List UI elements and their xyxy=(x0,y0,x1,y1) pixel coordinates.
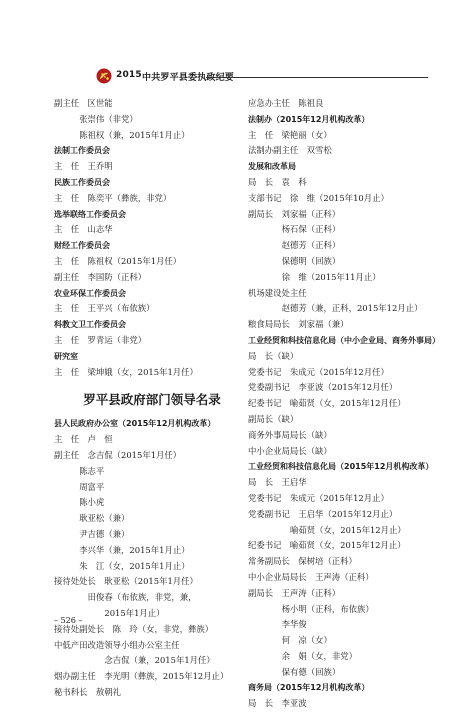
entry-line: 局 长 李亚波 xyxy=(248,698,307,709)
entry-line: 张崇伟（非党） xyxy=(79,113,138,124)
entry-line: 杨石保（正科） xyxy=(281,224,341,235)
entry-line: 念吉侃（兼，2015年1月任） xyxy=(104,655,215,666)
entry-line: 主 任 陈祖权（2015年1月任） xyxy=(54,255,182,266)
entry-line: 2015年1月止） xyxy=(104,607,165,618)
entry-line: 局 长 袁 科 xyxy=(248,176,307,187)
entry-line: 法制办副主任 双雪松 xyxy=(248,145,332,156)
party-emblem-icon xyxy=(96,68,112,84)
entry-line: 副主任 念吉侃（2015年1月任） xyxy=(54,449,182,460)
entry-line: 保有德（回族） xyxy=(281,666,341,677)
entry-line: 保德明（回族） xyxy=(281,255,341,266)
entry-line: 主 任 陈奕平（彝族，非党） xyxy=(54,192,172,203)
entry-line: 杨小明（正科，布依族） xyxy=(281,603,374,614)
entry-line: 应急办主任 陈祖良 xyxy=(248,98,324,108)
entry-line: 朱 江（女，2015年1月止） xyxy=(79,560,190,571)
entry-line: 尹吉德（兼） xyxy=(79,528,130,539)
entry-line: 纪委书记 喻茹贤（女，2015年12月任） xyxy=(248,398,406,409)
section-heading: 选举联络工作委员会 xyxy=(54,209,126,219)
entry-line: 赵德芳（兼，正科，2015年12月止） xyxy=(281,303,423,314)
entry-line: 陈小虎 xyxy=(79,497,105,508)
section-heading: 发展和改革局 xyxy=(248,162,296,172)
entry-line: 中小企业局局长（缺） xyxy=(248,445,332,456)
section-heading: 法制工作委员会 xyxy=(54,146,110,156)
entry-line: 主 任 罗青运（非党） xyxy=(54,334,147,345)
entry-line: 副主任 区世能 xyxy=(54,98,113,108)
entry-line: 喻茹贤（女，2015年12月止） xyxy=(290,524,406,535)
entry-line: 常务副局长 保树培（正科） xyxy=(248,556,357,567)
left-column xyxy=(54,96,250,701)
page-number: – 526 – xyxy=(54,616,83,625)
entry-line: 主 任 山志华 xyxy=(54,224,113,235)
entry-line: 党委书记 朱成元（2015年12月止） xyxy=(248,492,389,503)
entry-line: 接待处处长 耿亚松（2015年1月任） xyxy=(54,576,198,587)
entry-line: 周富平 xyxy=(79,481,105,492)
right-column xyxy=(248,96,458,712)
section-heading: 科教文卫工作委员会 xyxy=(54,320,126,330)
page-header xyxy=(0,64,471,88)
entry-line: 接待处副处长 陈 玲（女，非党，彝族） xyxy=(54,623,214,634)
section-heading: 工业经贸和科技信息化局（2015年12月机构改革） xyxy=(248,462,434,472)
entry-line: 主 任 王平兴（布依族） xyxy=(54,303,155,314)
section-heading: 商务局（2015年12月机构改革） xyxy=(248,683,370,693)
section-heading: 县人民政府办公室（2015年12月机构改革） xyxy=(54,419,216,429)
entry-line: 副局长 王声涛（正科） xyxy=(248,587,341,598)
entry-line: 机场建设处主任 xyxy=(248,287,307,298)
chapter-heading: 罗平县政府部门领导名录 xyxy=(83,392,221,408)
entry-line: 余 娟（女，非党） xyxy=(281,650,357,661)
section-heading: 研究室 xyxy=(54,351,78,361)
entry-line: 李兴华（兼，2015年1月止） xyxy=(79,544,190,555)
entry-line: 主 任 梁坤娥（女，2015年1月任） xyxy=(54,366,198,377)
entry-line: 耿亚松（兼） xyxy=(79,513,130,524)
entry-line: 粮食局局长 刘家福（兼） xyxy=(248,319,349,330)
entry-line: 支部书记 徐 维（2015年10月止） xyxy=(248,192,389,203)
entry-line: 商务外事局局长（缺） xyxy=(248,429,332,440)
entry-line: 中低产田改造领导小组办公室主任 xyxy=(54,639,180,650)
entry-line: 副局长 刘家福（正科） xyxy=(248,208,341,219)
entry-line: 何 凉（女） xyxy=(281,635,332,646)
entry-line: 赵德芳（正科） xyxy=(281,240,341,251)
entry-line: 纪委书记 喻茹贤（女，2015年12月止） xyxy=(248,540,406,551)
entry-line: 李华俊 xyxy=(281,619,307,630)
section-heading: 工业经贸和科技信息化局（中小企业局、商务外事局） xyxy=(248,335,440,345)
entry-line: 副局长（缺） xyxy=(248,413,299,424)
header-year: 2015 xyxy=(116,70,142,80)
section-heading: 法制办（2015年12月机构改革） xyxy=(248,114,370,124)
entry-line: 主 任 卢 恒 xyxy=(54,434,113,445)
entry-line: 陈志平 xyxy=(79,465,105,476)
entry-line: 党委副书记 李亚波（2015年12月任） xyxy=(248,382,398,393)
section-heading: 农业环保工作委员会 xyxy=(54,288,126,298)
entry-line: 局 长（缺） xyxy=(248,350,299,361)
entry-line: 副主任 李国防（正科） xyxy=(54,271,147,282)
entry-line: 党委书记 朱成元（2015年12月任） xyxy=(248,366,389,377)
section-heading: 民族工作委员会 xyxy=(54,177,110,187)
entry-line: 主 任 梁艳丽（女） xyxy=(248,129,332,140)
entry-line: 秘书科长 敖朝礼 xyxy=(54,686,121,697)
entry-line: 徐 维（2015年11月止） xyxy=(281,271,381,282)
entry-line: 中小企业局局长 王声涛（正科） xyxy=(248,571,374,582)
entry-line: 党委副书记 王启华（2015年12月止） xyxy=(248,508,398,519)
entry-line: 局 长 王启华 xyxy=(248,477,307,488)
entry-line: 主 任 王乔明 xyxy=(54,161,113,172)
entry-line: 陈祖权（兼，2015年1月止） xyxy=(79,129,190,140)
header-title: 中共罗平县委执政纪要 xyxy=(142,73,235,83)
section-heading: 财经工作委员会 xyxy=(54,241,110,251)
entry-line: 烟办副主任 李光明（彝族，2015年12月止） xyxy=(54,671,229,682)
header-rule xyxy=(206,77,428,78)
entry-line: 田俊春（布依族，非党，兼， xyxy=(87,592,197,603)
